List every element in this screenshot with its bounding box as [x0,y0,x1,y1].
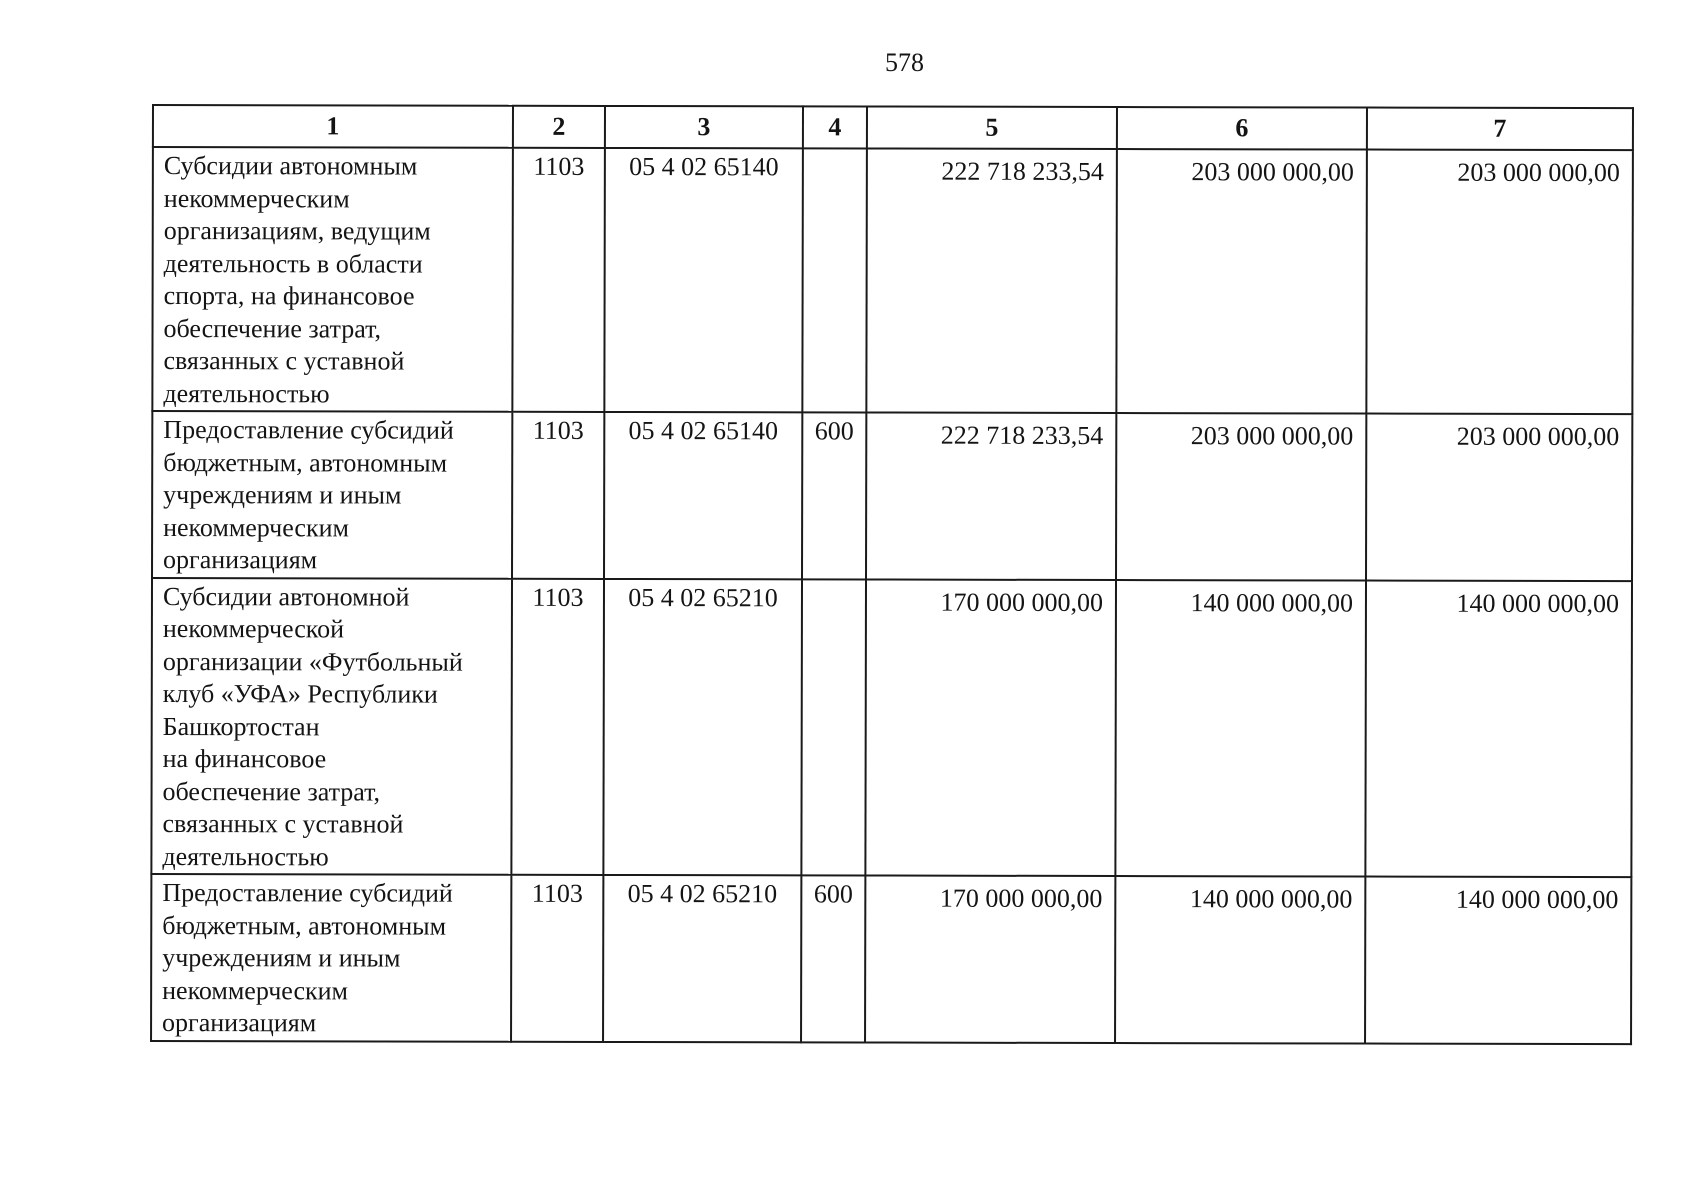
name-line: деятельность в области [163,248,423,279]
name-line: спорта, на финансовое [163,281,415,311]
target-code: 05 4 02 65140 [604,148,803,412]
amount-col-5: 170 000 000,00 [865,579,1116,876]
amount-col-7: 203 000 000,00 [1366,414,1632,581]
name-line: организациям [162,1008,317,1038]
name-line: Предоставление субсидий [163,415,454,445]
name-line: организациям [163,545,318,575]
name-line: бюджетным, автономным [162,910,447,941]
table-row [151,578,1632,878]
name-line: на финансовое [162,744,327,774]
target-code: 05 4 02 65210 [603,578,802,875]
name-line: Башкортостан [162,711,320,741]
name-line: обеспечение затрат, [162,776,381,806]
type-code: 600 [802,412,866,579]
amount-col-6: 203 000 000,00 [1116,149,1367,414]
section-code: 1103 [512,148,605,412]
header-col-2: 2 [513,106,605,148]
header-row [153,105,1633,150]
amount-col-6: 140 000 000,00 [1115,876,1365,1043]
type-code: 600 [801,875,865,1042]
name-line: бюджетным, автономным [163,447,448,478]
name-line: некоммерческой [162,614,345,644]
section-code: 1103 [512,412,604,579]
amount-col-7: 140 000 000,00 [1365,877,1631,1044]
header-col-4: 4 [803,106,867,148]
type-code [802,148,867,412]
table-row [152,411,1632,581]
amount-col-7: 203 000 000,00 [1366,150,1633,415]
row-name-cell [152,411,512,578]
row-name-cell [151,578,512,875]
name-line: некоммерческим [163,512,350,542]
name-line: связанных с уставной [163,346,405,376]
row-name-cell [151,874,511,1041]
name-line: обеспечение затрат, [163,313,382,343]
table-row [151,874,1631,1044]
name-line: деятельностью [162,841,329,871]
section-code: 1103 [511,875,603,1042]
name-line: клуб «УФА» Республики [162,679,438,709]
amount-col-5: 222 718 233,54 [866,412,1116,579]
type-code [801,579,866,876]
page-number: 578 [885,48,924,77]
name-line: некоммерческим [163,183,350,213]
amount-col-6: 140 000 000,00 [1115,580,1366,877]
amount-col-5: 222 718 233,54 [866,148,1117,413]
table-row [152,147,1633,414]
target-code: 05 4 02 65140 [604,412,802,579]
name-line: некоммерческим [162,975,349,1005]
header-col-1: 1 [153,105,513,148]
budget-table [150,104,1634,1045]
table-header [153,105,1633,150]
name-line: организациям, ведущим [163,216,431,246]
amount-col-7: 140 000 000,00 [1365,580,1632,877]
amount-col-5: 170 000 000,00 [865,875,1115,1042]
name-line: организации «Футбольный [162,646,463,677]
target-code: 05 4 02 65210 [603,875,801,1042]
table-body [151,147,1633,1044]
section-code: 1103 [511,578,604,875]
name-line: связанных с уставной [162,809,404,839]
row-name-cell [152,147,513,412]
name-line: учреждениям и иным [163,480,402,510]
name-line: деятельностью [163,378,330,408]
header-col-7: 7 [1367,108,1633,151]
name-line: Субсидии автономной [162,581,410,612]
name-line: Предоставление субсидий [162,878,453,908]
amount-col-6: 203 000 000,00 [1116,413,1366,580]
name-line: учреждениям и иным [162,943,401,973]
header-col-5: 5 [867,106,1117,149]
header-col-3: 3 [605,106,803,148]
header-col-6: 6 [1117,107,1367,150]
name-line: Субсидии автономным [163,151,418,181]
